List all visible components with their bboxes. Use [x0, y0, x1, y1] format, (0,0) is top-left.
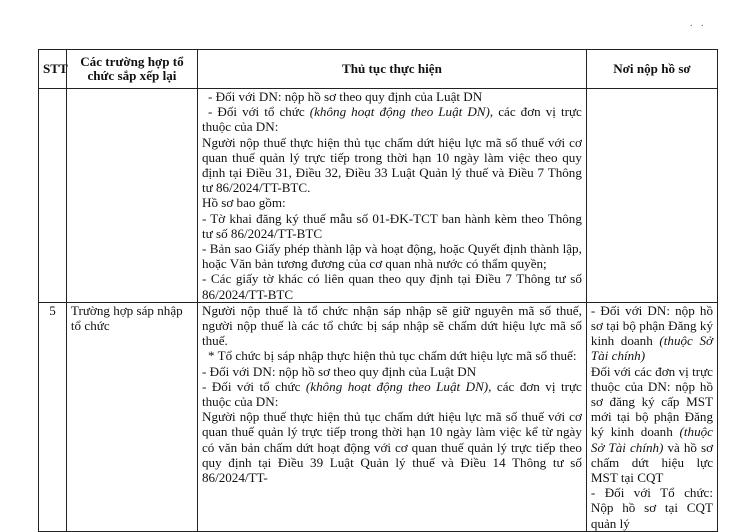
proc-paragraph: Người nộp thuế là tổ chức nhận sáp nhập sẽ giữ nguyên mã số thuế, người nộp thuế là các tổ chức bị sáp nhập sẽ chấm dứt hiệu lực mã số thuế. [201, 302, 582, 349]
cell-case-5 [66, 302, 197, 531]
cell-procedure-continued [197, 89, 586, 303]
place-paragraph [591, 303, 713, 364]
case-text: Trường hợp sáp nhập tổ chức [70, 302, 183, 334]
place-paragraph [591, 364, 713, 486]
proc-paragraph: - Đối với DN: nộp hồ sơ theo quy định của Luật DN [201, 363, 477, 379]
text-run: , các đơn vị trực thuộc của DN: [201, 104, 582, 135]
proc-paragraph: - Đối với DN: nộp hồ sơ theo quy định của Luật DN [207, 89, 483, 104]
header-place: Nơi nộp hồ sơ [586, 50, 717, 89]
proc-paragraph [202, 104, 582, 134]
cell-place-continued [586, 89, 717, 303]
proc-paragraph: Người nộp thuế thực hiện thủ tục chấm dứt hiệu lực mã số thuế với cơ quan thuế quản lý trực tiếp trong thời hạn 10 ngày làm việc kể từ ngày có văn bản chấm dứt hoạt động với cơ quan thuế quản lý trực tiếp theo quy định tại Điều 39 Luật Quản lý thuế và Điều 14 Thông tư số 86/2024/TT- [201, 409, 582, 486]
italic-run: (không hoạt động theo Luật DN) [309, 104, 490, 120]
place-paragraph: - Đối với Tổ chức: Nộp hồ sơ tại CQT quản lý [590, 485, 713, 531]
proc-paragraph [202, 379, 582, 409]
proc-paragraph: - Bản sao Giấy phép thành lập và hoạt động, hoặc Quyết định thành lập, hoặc Văn bản tương đương của cơ quan nhà nước có thẩm quyền; [201, 241, 582, 272]
table-row-continued [39, 89, 718, 303]
proc-paragraph: - Các giấy tờ khác có liên quan theo quy định tại Điều 7 Thông tư số 86/2024/TT-BTC [201, 271, 582, 302]
header-procedure: Thủ tục thực hiện [197, 50, 586, 89]
cell-stt-5: 5 [39, 302, 67, 531]
text-run: - Đối với DN: nộp hồ sơ tại bộ phận Đăng ký kinh doanh [590, 302, 713, 349]
procedure-table [38, 49, 718, 532]
text-run: , các đơn vị trực thuộc của DN: [201, 378, 582, 410]
proc-paragraph: Người nộp thuế thực hiện thủ tục chấm dứt hiệu lực mã số thuế với cơ quan thuế quản lý trực tiếp trong thời hạn 10 ngày làm việc theo quy định tại Điều 31, Điều 32, Điều 33 Luật Quản lý thuế và Điều 7 Thông tư 86/2024/TT-BTC. [201, 134, 582, 196]
italic-run: (thuộc Sở Tài chính) [590, 333, 714, 364]
table-row-5 [39, 302, 718, 531]
text-run: - Đối với tổ chức [201, 378, 306, 394]
table-header-row [39, 50, 718, 89]
header-case [66, 50, 197, 89]
text-run: và hồ sơ chấm dứt hiệu lực MST tại CQT [590, 439, 714, 486]
italic-run: (không hoạt động theo Luật DN) [305, 378, 489, 394]
text-run: - Đối với tổ chức [207, 104, 310, 120]
text-run: Đối với các đơn vị trực thuộc của DN: nộp hồ sơ đăng ký cấp MST mới tại bộ phận Đăng ký kinh doanh [590, 363, 713, 440]
cell-procedure-5 [197, 302, 586, 531]
header-case-line1: Các trường hợp tổ [80, 54, 184, 69]
italic-run: (thuộc Sở Tài chính) [590, 424, 713, 455]
header-case-line2: chức sắp xếp lại [87, 68, 177, 83]
header-stt: STT [39, 50, 67, 89]
cell-place-5 [586, 302, 717, 531]
cell-case-continued [66, 89, 197, 303]
proc-paragraph: * Tổ chức bị sáp nhập thực hiện thủ tục chấm dứt hiệu lực mã số thuế: [207, 348, 577, 364]
proc-paragraph: - Tờ khai đăng ký thuế mẫu số 01-ĐK-TCT ban hành kèm theo Thông tư số 86/2024/TT-BTC [201, 210, 582, 241]
corner-dots: . . [690, 18, 707, 29]
proc-paragraph: Hồ sơ bao gồm: [201, 195, 286, 211]
cell-stt-continued [39, 89, 67, 303]
